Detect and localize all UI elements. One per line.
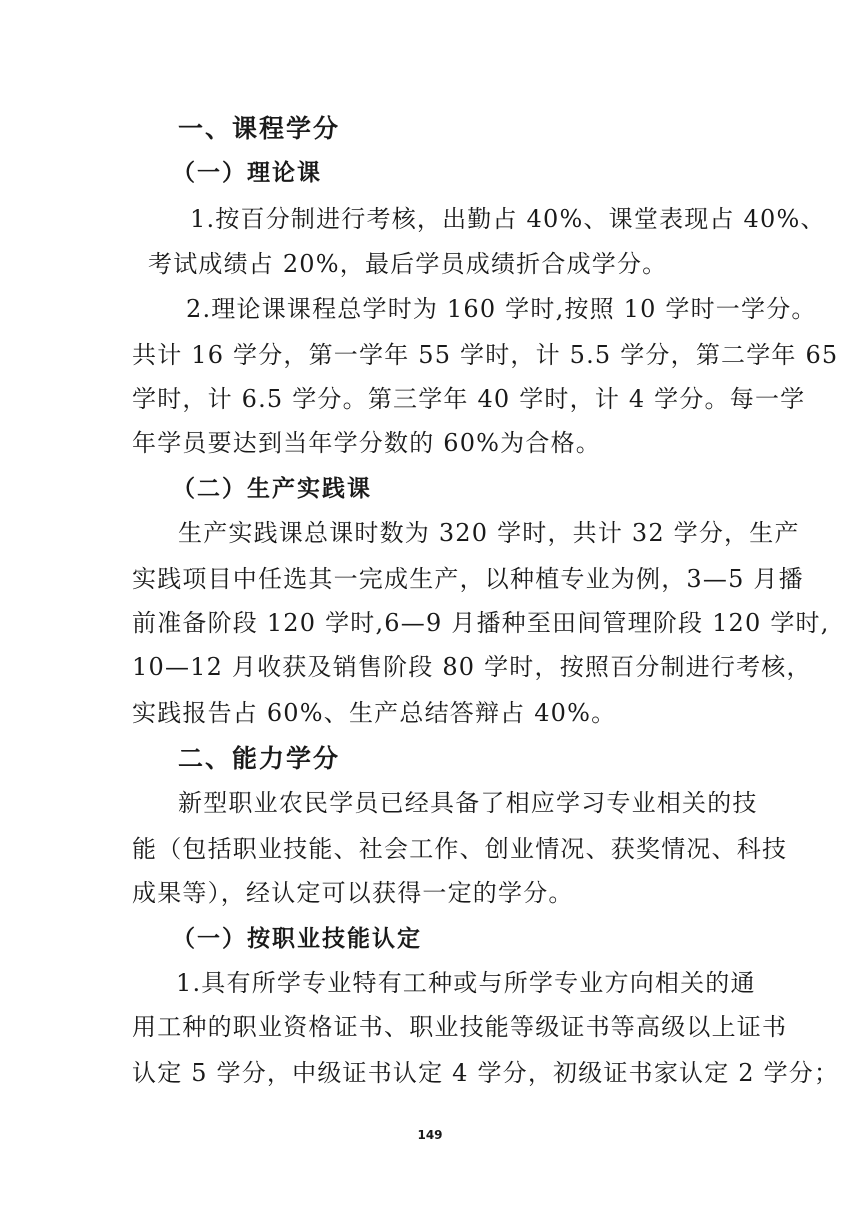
paragraph-line: 用工种的职业资格证书、职业技能等级证书等高级以上证书	[132, 1013, 788, 1041]
paragraph-line: 10—12 月收获及销售阶段 80 学时，按照百分制进行考核，	[132, 653, 812, 681]
section-heading-ability-credits: 二、能力学分	[178, 744, 341, 773]
subsection-heading-practice: （二）生产实践课	[172, 476, 372, 502]
paragraph-line: 生产实践课总课时数为 320 学时，共计 32 学分，生产	[178, 519, 800, 547]
paragraph-line: 2.理论课课程总学时为 160 学时,按照 10 学时一学分。	[186, 295, 817, 323]
paragraph-line: 成果等），经认定可以获得一定的学分。	[132, 879, 574, 907]
section-heading-course-credits: 一、课程学分	[178, 114, 341, 143]
paragraph-line: 认定 5 学分，中级证书认定 4 学分，初级证书家认定 2 学分；	[132, 1059, 840, 1087]
subsection-heading-vocational-skills: （一）按职业技能认定	[172, 926, 422, 952]
paragraph-line: 共计 16 学分，第一学年 55 学时，计 5.5 学分，第二学年 65	[132, 341, 839, 369]
paragraph-line: 新型职业农民学员已经具备了相应学习专业相关的技	[178, 789, 758, 817]
subsection-heading-theory: （一）理论课	[172, 160, 322, 186]
paragraph-line: 学时，计 6.5 学分。第三学年 40 学时，计 4 学分。每一学	[132, 385, 806, 413]
paragraph-line: 能（包括职业技能、社会工作、创业情况、获奖情况、科技	[132, 835, 788, 863]
paragraph-line: 前准备阶段 120 学时,6—9 月播种至田间管理阶段 120 学时,	[132, 609, 830, 637]
paragraph-line: 1.具有所学专业特有工种或与所学专业方向相关的通	[176, 969, 756, 997]
paragraph-line: 实践项目中任选其一完成生产，以种植专业为例，3—5 月播	[132, 565, 804, 593]
paragraph-line: 1.按百分制进行考核，出勤占 40%、课堂表现占 40%、	[190, 205, 826, 233]
paragraph-line: 考试成绩占 20%，最后学员成绩折合成学分。	[148, 250, 668, 278]
page-number: 149	[417, 1128, 443, 1142]
paragraph-line: 年学员要达到当年学分数的 60%为合格。	[132, 429, 601, 457]
paragraph-line: 实践报告占 60%、生产总结答辩占 40%。	[132, 699, 617, 727]
